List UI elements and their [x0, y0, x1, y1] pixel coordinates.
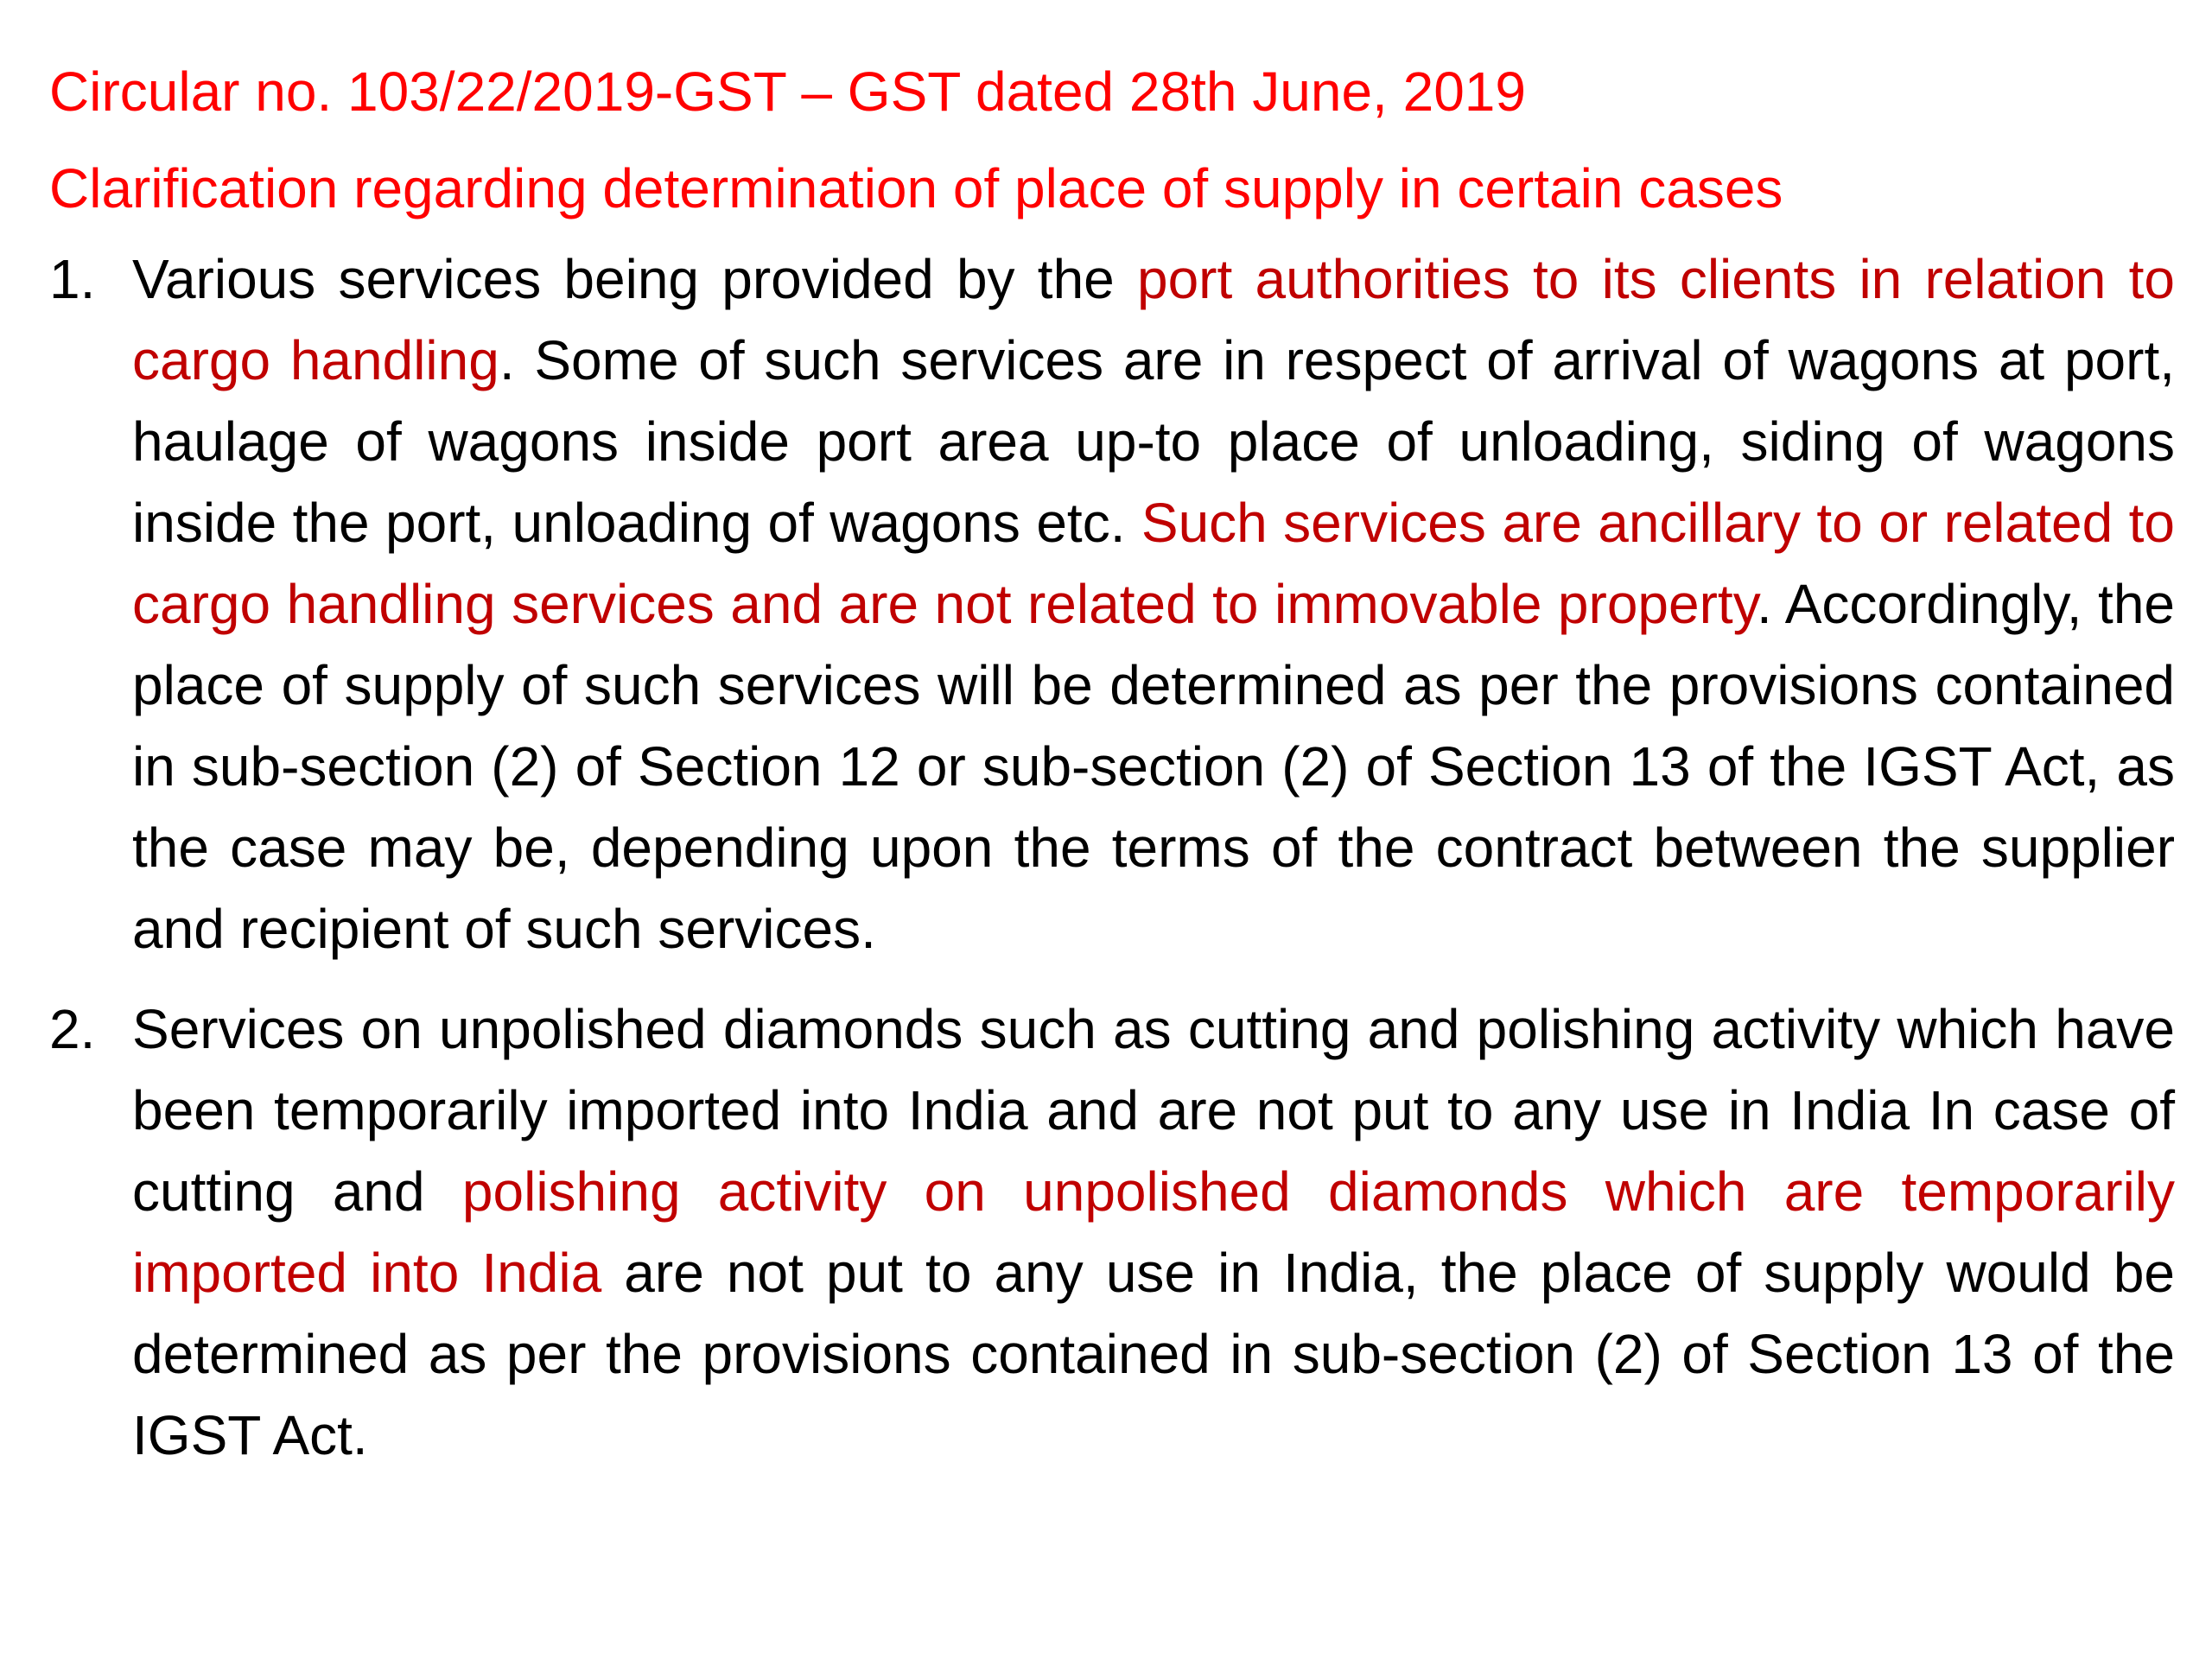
point-text-segment: are not put to any use in India, the place of supply would be determined as per the provisions contained in sub-section (2) of Section 13 of the IGST Act. [132, 1242, 2176, 1466]
point-text-segment: Services on unpolished diamonds such as cutting and polishing activity which have been temporarily imported into India and are not put to any use in India In case of cutting and [132, 998, 2175, 1223]
point-highlight-segment: port authorities to its clients in relation to cargo handling [132, 248, 2176, 391]
point-text-segment: . Some of such services are in respect of arrival of wagons at port, haulage of wagons inside port area up-to place of unloading, siding of wagons inside the port, unloading of wagons etc. [132, 329, 2176, 554]
points-list [49, 238, 2175, 1476]
circular-subject: Clarification regarding determination of place of supply in certain cases [49, 157, 1783, 219]
point-number: 2. [49, 998, 96, 1060]
point-highlight-segment: Such services are ancillary to or related to cargo handling services and are not related to immovable property [132, 492, 2175, 635]
circular-title: Circular no. 103/22/2019-GST – GST dated 28th June, 2019 [49, 60, 1526, 123]
slide [49, 54, 2175, 1495]
point-2 [49, 988, 2175, 1476]
point-highlight-segment: polishing activity on unpolished diamonds which are temporarily imported into India [132, 1160, 2176, 1304]
point-text-segment: . Accordingly, the place of supply of such services will be determined as per the provisions contained in sub-section (2) of Section 12 or sub-section (2) of Section 13 of the IGST Act, as the case may be, depending upon the terms of the contract between the supplier and recipient of such services. [132, 573, 2176, 960]
point-1 [49, 238, 2175, 969]
point-text-segment: Various services being provided by the [132, 248, 1137, 310]
point-number: 1. [49, 248, 96, 310]
